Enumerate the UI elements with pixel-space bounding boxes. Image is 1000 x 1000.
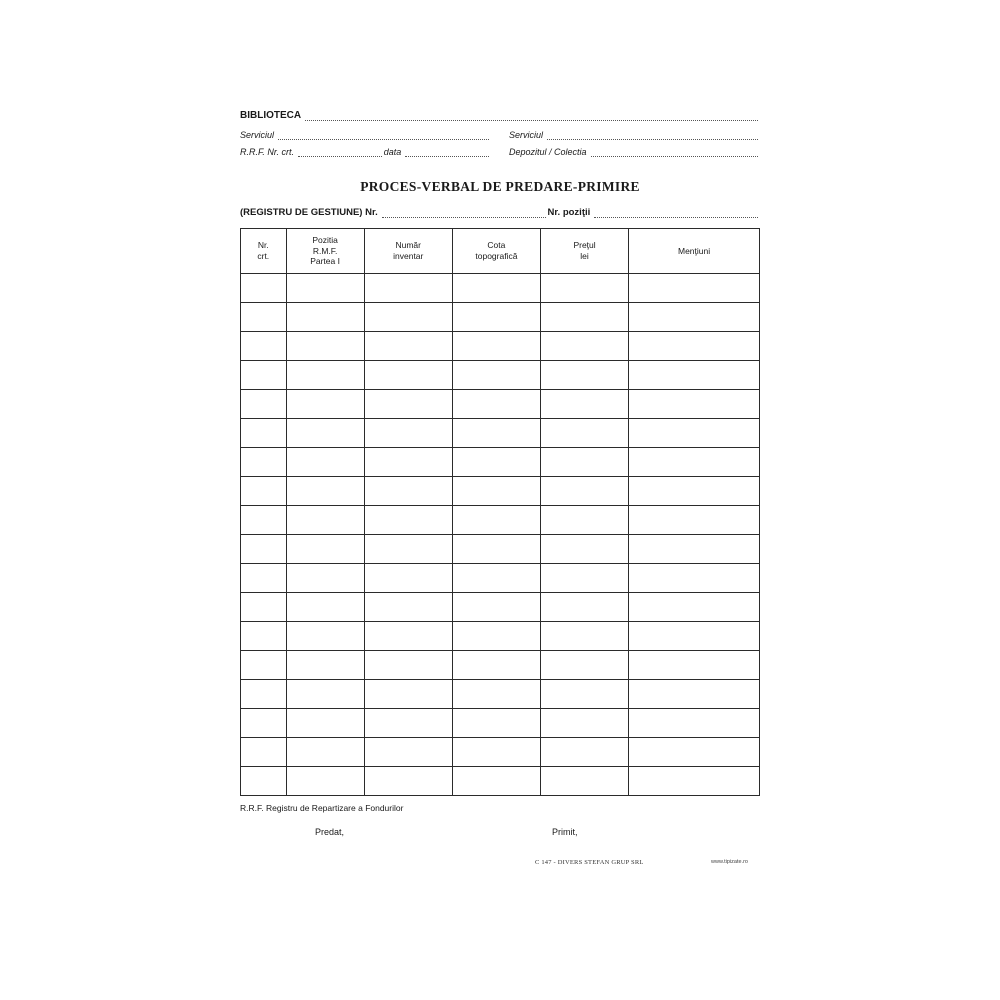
table-cell[interactable]	[364, 651, 452, 680]
table-cell[interactable]	[629, 593, 760, 622]
table-cell[interactable]	[364, 448, 452, 477]
primit-label: Primit,	[552, 827, 578, 837]
serviciul-right-group	[509, 130, 760, 140]
table-row	[241, 622, 760, 651]
column-header-cota-topografica: Cota topografică	[452, 229, 540, 274]
column-header-pozitia-rmf: Pozitia R.M.F. Partea I	[286, 229, 364, 274]
table-cell[interactable]	[286, 535, 364, 564]
table-cell[interactable]	[241, 593, 287, 622]
table-row	[241, 303, 760, 332]
table-header-row	[241, 229, 760, 274]
table-cell[interactable]	[286, 680, 364, 709]
document-title: PROCES-VERBAL DE PREDARE-PRIMIRE	[360, 179, 640, 194]
table-cell[interactable]	[629, 564, 760, 593]
table-cell[interactable]	[629, 709, 760, 738]
table-cell[interactable]	[540, 564, 628, 593]
predat-label: Predat,	[315, 827, 345, 837]
table-cell[interactable]	[629, 767, 760, 796]
table-row	[241, 535, 760, 564]
table-cell[interactable]	[364, 390, 452, 419]
table-cell[interactable]	[364, 709, 452, 738]
rrf-label: R.R.F. Nr. crt.	[240, 147, 294, 157]
rrf-row	[240, 147, 760, 157]
data-label: data	[383, 147, 402, 157]
table-cell[interactable]	[629, 651, 760, 680]
table-cell[interactable]	[452, 274, 540, 303]
table-cell[interactable]	[286, 593, 364, 622]
table-cell[interactable]	[286, 738, 364, 767]
table-cell[interactable]	[286, 767, 364, 796]
pozitii-label: Nr. poziţii	[547, 207, 591, 218]
column-header-numar-inventar: Număr inventar	[364, 229, 452, 274]
table-cell[interactable]	[241, 535, 287, 564]
table-cell[interactable]	[452, 535, 540, 564]
table-cell[interactable]	[241, 564, 287, 593]
table-cell[interactable]	[241, 419, 287, 448]
table-cell[interactable]	[452, 477, 540, 506]
table-cell[interactable]	[286, 361, 364, 390]
serviciul-left-group	[240, 130, 491, 140]
table-cell[interactable]	[540, 593, 628, 622]
table-cell[interactable]	[629, 332, 760, 361]
imprint-publisher: C 147 - DIVERS STEFAN GRUP SRL	[535, 859, 644, 866]
table-cell[interactable]	[241, 622, 287, 651]
table-row	[241, 419, 760, 448]
table-cell[interactable]	[364, 506, 452, 535]
table-cell[interactable]	[241, 390, 287, 419]
table-cell[interactable]	[452, 506, 540, 535]
table-cell[interactable]	[629, 535, 760, 564]
table-cell[interactable]	[452, 361, 540, 390]
table-cell[interactable]	[540, 738, 628, 767]
table-cell[interactable]	[241, 477, 287, 506]
table-cell[interactable]	[364, 622, 452, 651]
table-cell[interactable]	[540, 535, 628, 564]
biblioteca-label: BIBLIOTECA	[240, 110, 302, 121]
signature-row	[240, 827, 760, 853]
table-cell[interactable]	[241, 767, 287, 796]
table-cell[interactable]	[364, 564, 452, 593]
table-cell[interactable]	[452, 303, 540, 332]
table-cell[interactable]	[241, 506, 287, 535]
table-cell[interactable]	[540, 767, 628, 796]
table-cell[interactable]	[629, 738, 760, 767]
table-cell[interactable]	[540, 709, 628, 738]
table-cell[interactable]	[629, 390, 760, 419]
table-cell[interactable]	[241, 680, 287, 709]
table-cell[interactable]	[364, 303, 452, 332]
registru-fill-line[interactable]	[382, 208, 546, 218]
imprint-website: www.tipizate.ro	[711, 859, 748, 865]
table-cell[interactable]	[452, 709, 540, 738]
table-cell[interactable]	[540, 448, 628, 477]
serviciu-row	[240, 130, 760, 140]
table-cell[interactable]	[286, 564, 364, 593]
table-cell[interactable]	[452, 332, 540, 361]
registru-row	[240, 207, 760, 218]
table-row	[241, 564, 760, 593]
table-cell[interactable]	[364, 477, 452, 506]
table-cell[interactable]	[629, 622, 760, 651]
table-row	[241, 651, 760, 680]
table-cell[interactable]	[452, 593, 540, 622]
pozitii-fill-line[interactable]	[594, 208, 758, 218]
table-cell[interactable]	[364, 332, 452, 361]
serviciul-left-label: Serviciul	[240, 130, 275, 140]
table-cell[interactable]	[629, 274, 760, 303]
table-row	[241, 274, 760, 303]
serviciul-left-fill-line[interactable]	[278, 130, 489, 140]
table-cell[interactable]	[540, 651, 628, 680]
table-row	[241, 709, 760, 738]
table-cell[interactable]	[452, 738, 540, 767]
table-cell[interactable]	[286, 651, 364, 680]
table-cell[interactable]	[540, 332, 628, 361]
table-cell[interactable]	[629, 361, 760, 390]
data-fill-line[interactable]	[405, 147, 489, 157]
table-cell[interactable]	[286, 332, 364, 361]
table-row	[241, 448, 760, 477]
table-row	[241, 361, 760, 390]
rrf-fill-line[interactable]	[298, 147, 382, 157]
table-cell[interactable]	[629, 303, 760, 332]
table-cell[interactable]	[364, 361, 452, 390]
table-cell[interactable]	[540, 680, 628, 709]
serviciul-right-fill-line[interactable]	[547, 130, 758, 140]
table-cell[interactable]	[540, 390, 628, 419]
column-header-pretul-lei: Preţul lei	[540, 229, 628, 274]
table-cell[interactable]	[241, 738, 287, 767]
rrf-footnote: R.R.F. Registru de Repartizare a Fondurilor	[240, 803, 404, 813]
table-cell[interactable]	[241, 303, 287, 332]
table-cell[interactable]	[364, 593, 452, 622]
depozitul-fill-line[interactable]	[591, 147, 758, 157]
table-cell[interactable]	[286, 448, 364, 477]
table-cell[interactable]	[364, 419, 452, 448]
depozitul-label: Depozitul / Colectia	[509, 147, 587, 157]
table-cell[interactable]	[452, 564, 540, 593]
table-cell[interactable]	[286, 622, 364, 651]
table-cell[interactable]	[364, 738, 452, 767]
registru-label: (REGISTRU DE GESTIUNE) Nr.	[240, 207, 378, 218]
imprint-row	[240, 859, 760, 873]
table-cell[interactable]	[364, 274, 452, 303]
table-cell[interactable]	[629, 680, 760, 709]
table-cell[interactable]	[540, 274, 628, 303]
table-cell[interactable]	[540, 622, 628, 651]
table-row	[241, 738, 760, 767]
predare-primire-table	[240, 228, 760, 796]
table-cell[interactable]	[629, 419, 760, 448]
table-cell[interactable]	[286, 477, 364, 506]
table-cell[interactable]	[241, 709, 287, 738]
table-cell[interactable]	[364, 767, 452, 796]
table-row	[241, 477, 760, 506]
table-cell[interactable]	[241, 361, 287, 390]
table-cell[interactable]	[452, 419, 540, 448]
table-row	[241, 767, 760, 796]
table-cell[interactable]	[540, 361, 628, 390]
column-header-mentiuni: Menţiuni	[629, 229, 760, 274]
table-cell[interactable]	[629, 448, 760, 477]
table-cell[interactable]	[540, 506, 628, 535]
column-header-nr-crt: Nr. crt.	[241, 229, 287, 274]
rrf-group	[240, 147, 491, 157]
table-cell[interactable]	[286, 390, 364, 419]
table-cell[interactable]	[540, 477, 628, 506]
table-row	[241, 332, 760, 361]
table-head	[241, 229, 760, 274]
table-cell[interactable]	[364, 680, 452, 709]
depozitul-group	[509, 147, 760, 157]
table-cell[interactable]	[286, 419, 364, 448]
table-cell[interactable]	[241, 651, 287, 680]
biblioteca-row	[240, 110, 760, 121]
table-cell[interactable]	[241, 448, 287, 477]
table-cell[interactable]	[452, 622, 540, 651]
table-cell[interactable]	[629, 477, 760, 506]
table-cell[interactable]	[540, 419, 628, 448]
table-row	[241, 390, 760, 419]
table-cell[interactable]	[452, 390, 540, 419]
table-cell[interactable]	[364, 535, 452, 564]
table-row	[241, 593, 760, 622]
table-cell[interactable]	[452, 448, 540, 477]
form-sheet	[240, 110, 760, 870]
table-cell[interactable]	[540, 303, 628, 332]
table-row	[241, 680, 760, 709]
table-body	[241, 274, 760, 796]
biblioteca-fill-line[interactable]	[305, 111, 758, 121]
serviciul-right-label: Serviciul	[509, 130, 544, 140]
table-row	[241, 506, 760, 535]
table-cell[interactable]	[452, 651, 540, 680]
table-cell[interactable]	[241, 274, 287, 303]
table-cell[interactable]	[286, 274, 364, 303]
table-cell[interactable]	[286, 303, 364, 332]
table-cell[interactable]	[629, 506, 760, 535]
table-cell[interactable]	[286, 506, 364, 535]
table-cell[interactable]	[452, 767, 540, 796]
table-cell[interactable]	[452, 680, 540, 709]
table-cell[interactable]	[241, 332, 287, 361]
table-cell[interactable]	[286, 709, 364, 738]
